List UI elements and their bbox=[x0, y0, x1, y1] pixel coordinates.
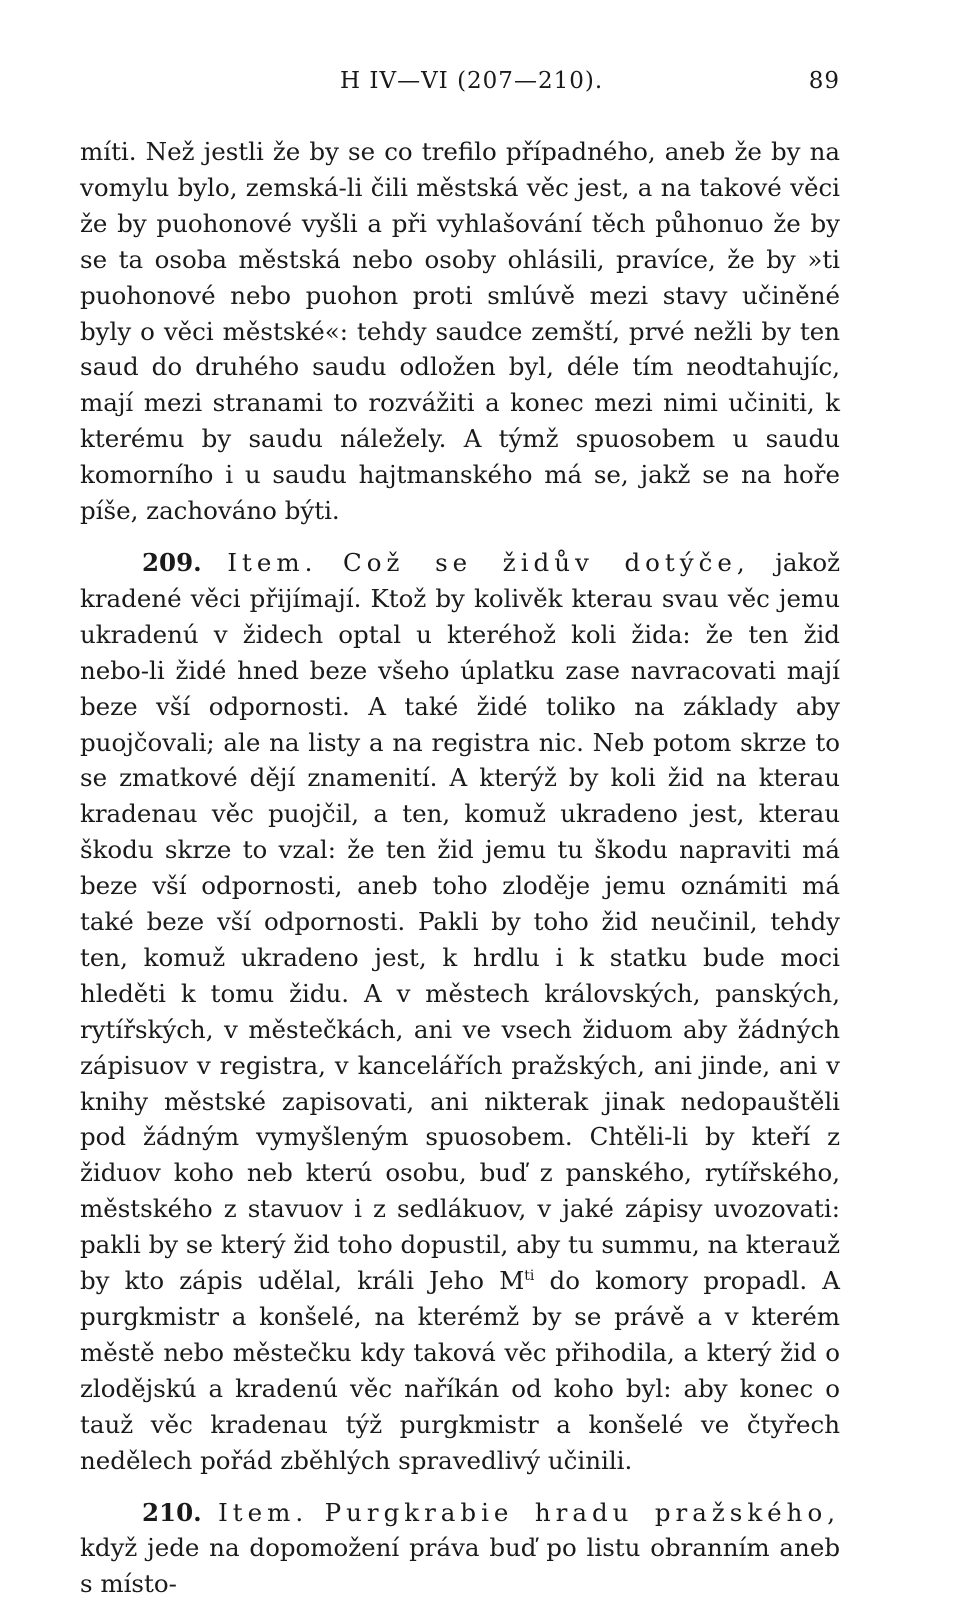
section-209-paragraph bbox=[80, 545, 840, 1479]
section-209-text-part2: do komory propadl. A purgkmistr a konšelé, na kterémž by se právě a v kterém městě nebo městečku kdy taková věc přihodila, a který žid o zlodějskú a kradenú věc naříkán od koho byl: aby konec o tauž věc kradenau týž purgkmistr a konšelé ve čtyřech nedělech pořád zběhlých spravedlivý učinili. bbox=[80, 1266, 840, 1475]
section-210-paragraph bbox=[80, 1495, 840, 1602]
section-209-item: Item. bbox=[227, 547, 318, 577]
running-header bbox=[80, 68, 840, 108]
section-209-superscript: ti bbox=[524, 1267, 535, 1284]
running-title: H IV—VI (207—210). bbox=[340, 68, 604, 94]
intro-text: míti. Než jestli že by se co trefilo případného, aneb že by na vomylu bylo, zemská-li čili městská věc jest, a na takové věci že by puohonové vyšli a při vyhlašování těch půhonuo že by se ta osoba městská nebo osoby ohlásili, pravíce, že by »ti puohonové nebo puohon proti smlúvě mezi stavy učiněné byly o věci městské«: tehdy saudce zemští, prvé nežli by ten saud do druhého saudu odložen byl, déle tím neodtahujíc, mají mezi stranami to rozvážiti a konec mezi nimi učiniti, k kterému by saudu náležely. A týmž spuosobem u saudu komorního i u saudu hajtmanského má se, jakž se na hoře píše, zachováno býti. bbox=[80, 137, 840, 526]
section-210-number: 210. bbox=[142, 1497, 202, 1527]
page-number: 89 bbox=[808, 68, 840, 94]
body-text bbox=[80, 134, 840, 1602]
section-209-number: 209. bbox=[142, 547, 202, 577]
section-210-text: když jede na dopomožení práva buď po listu obranním aneb s místo- bbox=[80, 1533, 840, 1599]
section-210-heading: Purgkrabie hradu pražského, bbox=[324, 1497, 840, 1527]
section-210-item: Item. bbox=[218, 1497, 309, 1527]
intro-paragraph bbox=[80, 134, 840, 529]
section-209-heading: Což se židův dotýče, bbox=[343, 547, 750, 577]
section-209-text-part1: jakož kradené věci přijímají. Ktož by kolivěk kterau svau věc jemu ukradenú v židech optal u kteréhož koli žida: že ten žid nebo-li židé hned beze všeho úplatku zase navracovati mají beze vší odpornosti. A také židé toliko na základy aby puojčovali; ale na listy a na registra nic. Neb potom skrze to se zmatkové dějí znamenití. A kterýž by koli žid na kterau kradenau věc puojčil, a ten, komuž ukradeno jest, kterau škodu skrze to vzal: že ten žid jemu tu škodu napraviti má beze vší odpornosti, aneb toho zloděje jemu oznámiti má také beze vší odpornosti. Pakli by toho žid neučinil, tehdy ten, komuž ukradeno jest, k hrdlu i k statku bude moci hleděti k tomu židu. A v městech královských, panských, rytířských, v městečkách, ani ve vsech židuom aby žádných zápisuov v registra, v kancelářích pražských, ani jinde, ani v knihy městské zapisovati, ani nikterak jinak nedopauštěli pod žádným vymyšleným spuosobem. Chtěli-li by kteří z židuov koho neb kterú osobu, buď z panského, rytířského, městského z stavuov i z sedlákuov, v jaké zápisy uvozovati: pakli by se který žid toho dopustil, aby tu summu, na kterauž by kto zápis udělal, králi Jeho M bbox=[80, 547, 840, 1296]
